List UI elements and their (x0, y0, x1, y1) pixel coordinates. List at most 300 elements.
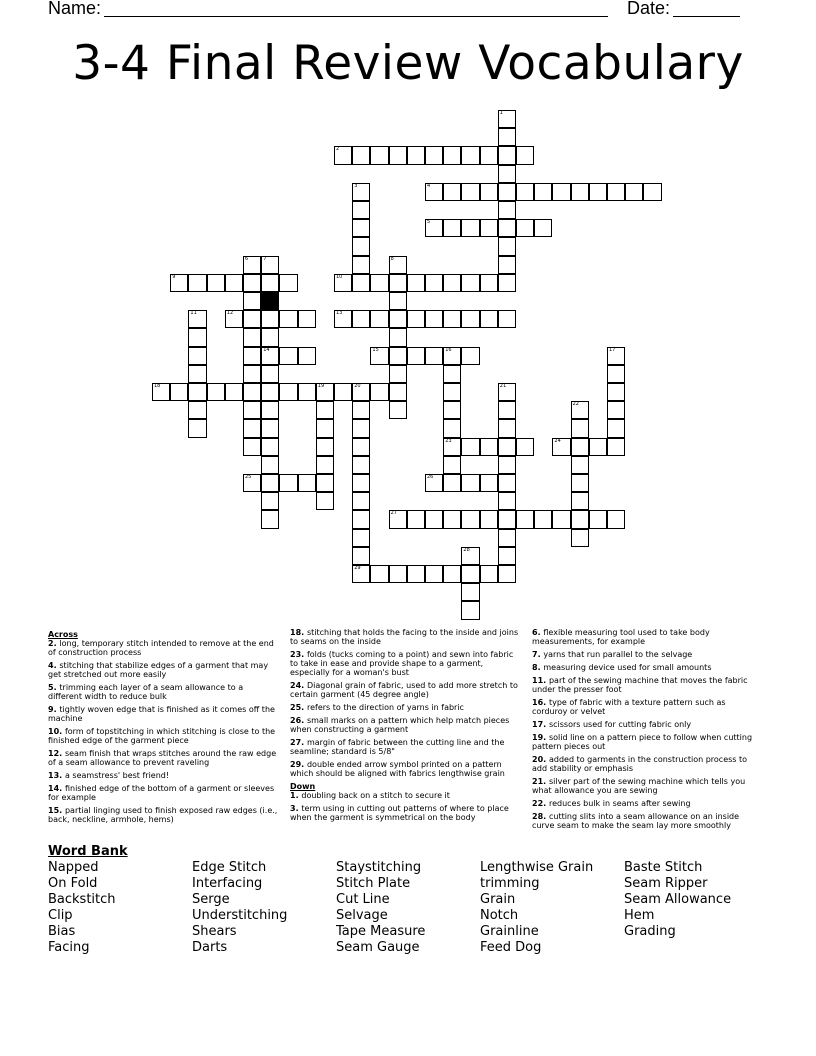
grid-cell[interactable] (298, 474, 316, 492)
grid-cell[interactable] (443, 510, 461, 528)
grid-cell-number: 2 (336, 146, 340, 153)
clue-item (48, 705, 278, 723)
grid-cell[interactable] (516, 219, 534, 237)
grid-cell[interactable] (480, 219, 498, 237)
grid-cell[interactable] (498, 274, 516, 292)
grid-cell[interactable] (261, 328, 279, 346)
grid-cell[interactable] (188, 383, 206, 401)
grid-cell[interactable] (498, 456, 516, 474)
grid-cell[interactable] (407, 347, 425, 365)
grid-cell[interactable] (498, 565, 516, 583)
clue-item (532, 812, 762, 830)
clue-text: Diagonal grain of fabric, used to add more stretch to certain garment (45 degree angle) (290, 681, 518, 699)
grid-cell[interactable] (443, 146, 461, 164)
grid-cell[interactable] (316, 383, 334, 401)
grid-cell[interactable] (461, 510, 479, 528)
grid-cell[interactable] (607, 383, 625, 401)
grid-cell[interactable] (498, 128, 516, 146)
grid-cell[interactable] (461, 183, 479, 201)
grid-cell[interactable] (607, 365, 625, 383)
grid-cell[interactable] (261, 474, 279, 492)
grid-cell[interactable] (643, 183, 661, 201)
grid-cell[interactable] (279, 474, 297, 492)
grid-cell[interactable] (352, 438, 370, 456)
grid-cell[interactable] (188, 310, 206, 328)
grid-cell[interactable] (407, 146, 425, 164)
grid-cell[interactable] (461, 146, 479, 164)
grid-cell[interactable] (425, 347, 443, 365)
clue-number: 18. (290, 628, 307, 637)
clue-text: measuring device used for small amounts (543, 663, 712, 672)
grid-cell[interactable] (370, 146, 388, 164)
grid-cell-number: 23 (445, 437, 452, 444)
clues-column-2 (290, 628, 520, 826)
grid-cell[interactable] (261, 383, 279, 401)
grid-cell[interactable] (352, 492, 370, 510)
grid-cell[interactable] (316, 438, 334, 456)
grid-cell[interactable] (498, 237, 516, 255)
grid-cell[interactable] (334, 310, 352, 328)
clue-item (532, 628, 762, 646)
grid-cell[interactable] (571, 529, 589, 547)
word-bank-item: Facing (48, 940, 90, 955)
grid-cell[interactable] (516, 438, 534, 456)
grid-cell[interactable] (443, 183, 461, 201)
grid-cell[interactable] (498, 165, 516, 183)
grid-cell[interactable] (389, 256, 407, 274)
word-bank-item: Bias (48, 924, 76, 939)
grid-cell[interactable] (443, 274, 461, 292)
grid-cell[interactable] (170, 274, 188, 292)
word-bank-item: trimming (480, 876, 540, 891)
grid-cell[interactable] (443, 474, 461, 492)
grid-cell-number: 18 (154, 383, 161, 389)
grid-cell[interactable] (498, 256, 516, 274)
clue-text: silver part of the sewing machine which tells you what allowance you are sewing (532, 777, 746, 795)
clue-item (532, 698, 762, 716)
grid-cell[interactable] (407, 310, 425, 328)
grid-cell-number: 6 (245, 255, 249, 262)
grid-cell[interactable] (480, 438, 498, 456)
grid-cell[interactable] (261, 419, 279, 437)
page-title: 3-4 Final Review Vocabulary (72, 36, 744, 91)
word-bank-item: Seam Ripper (624, 876, 708, 891)
grid-cell[interactable] (425, 274, 443, 292)
grid-cell[interactable] (443, 310, 461, 328)
word-bank-item: Shears (192, 924, 237, 939)
grid-cell[interactable] (188, 401, 206, 419)
clue-text: scissors used for cutting fabric only (548, 720, 692, 729)
grid-cell[interactable] (443, 456, 461, 474)
grid-cell-number: 27 (390, 510, 397, 517)
word-bank-item: Hem (624, 908, 655, 923)
grid-cell[interactable] (425, 510, 443, 528)
grid-cell[interactable] (461, 438, 479, 456)
grid-cell[interactable] (370, 383, 388, 401)
grid-cell[interactable] (498, 110, 516, 128)
grid-cell[interactable] (443, 419, 461, 437)
clue-number: 22. (532, 799, 549, 808)
grid-cell[interactable] (298, 383, 316, 401)
grid-cell[interactable] (352, 201, 370, 219)
grid-cell[interactable] (498, 383, 516, 401)
grid-cell[interactable] (352, 274, 370, 292)
clue-item (290, 738, 520, 756)
grid-cell[interactable] (571, 419, 589, 437)
grid-cell[interactable] (571, 492, 589, 510)
grid-cell[interactable] (443, 565, 461, 583)
grid-cell[interactable] (389, 274, 407, 292)
grid-cell[interactable] (516, 510, 534, 528)
clue-text: doubling back on a stitch to secure it (301, 791, 450, 800)
grid-cell-number: 28 (463, 546, 470, 553)
grid-cell-black (261, 292, 279, 310)
grid-cell[interactable] (407, 510, 425, 528)
grid-cell[interactable] (243, 310, 261, 328)
grid-cell[interactable] (480, 183, 498, 201)
grid-cell[interactable] (261, 347, 279, 365)
grid-cell[interactable] (498, 401, 516, 419)
word-bank-item: Serge (192, 892, 230, 907)
grid-cell-number: 14 (263, 346, 270, 353)
clue-number: 6. (532, 628, 544, 637)
clue-number: 14. (48, 784, 65, 793)
grid-cell[interactable] (243, 274, 261, 292)
grid-cell[interactable] (480, 274, 498, 292)
grid-cell[interactable] (571, 438, 589, 456)
grid-cell[interactable] (516, 146, 534, 164)
clue-number: 27. (290, 738, 307, 747)
grid-cell[interactable] (480, 510, 498, 528)
grid-cell[interactable] (389, 510, 407, 528)
word-bank-item: Staystitching (336, 860, 422, 875)
grid-cell[interactable] (188, 347, 206, 365)
grid-cell[interactable] (261, 274, 279, 292)
grid-cell[interactable] (261, 365, 279, 383)
grid-cell[interactable] (498, 474, 516, 492)
grid-cell-number: 10 (336, 273, 343, 280)
grid-cell[interactable] (607, 183, 625, 201)
grid-cell[interactable] (352, 219, 370, 237)
grid-cell[interactable] (480, 310, 498, 328)
grid-cell[interactable] (534, 510, 552, 528)
grid-cell[interactable] (261, 438, 279, 456)
grid-cell[interactable] (480, 474, 498, 492)
grid-cell[interactable] (425, 183, 443, 201)
grid-cell[interactable] (461, 274, 479, 292)
grid-cell[interactable] (389, 292, 407, 310)
grid-cell[interactable] (207, 274, 225, 292)
grid-cell[interactable] (352, 547, 370, 565)
grid-cell[interactable] (352, 419, 370, 437)
clue-text: cutting slits into a seam allowance on an inside curve seam to make the seam lay more smoothly (532, 812, 740, 830)
grid-cell[interactable] (407, 565, 425, 583)
grid-cell[interactable] (407, 274, 425, 292)
grid-cell[interactable] (516, 183, 534, 201)
grid-cell[interactable] (589, 438, 607, 456)
clue-text: part of the sewing machine that moves the fabric under the presser foot (532, 676, 748, 694)
clue-text: long, temporary stitch intended to remove at the end of construction process (48, 639, 274, 657)
word-bank-item: Cut Line (336, 892, 390, 907)
grid-cell[interactable] (607, 438, 625, 456)
grid-cell[interactable] (279, 347, 297, 365)
grid-cell[interactable] (498, 529, 516, 547)
word-bank-item: Interfacing (192, 876, 263, 891)
grid-cell[interactable] (571, 401, 589, 419)
grid-cell[interactable] (316, 401, 334, 419)
grid-cell[interactable] (389, 310, 407, 328)
grid-cell[interactable] (261, 492, 279, 510)
grid-cell[interactable] (461, 565, 479, 583)
grid-cell[interactable] (370, 274, 388, 292)
grid-cell[interactable] (443, 365, 461, 383)
grid-cell[interactable] (243, 347, 261, 365)
grid-cell[interactable] (389, 383, 407, 401)
grid-cell[interactable] (498, 438, 516, 456)
grid-cell[interactable] (152, 383, 170, 401)
grid-cell[interactable] (443, 219, 461, 237)
clue-item (48, 727, 278, 745)
clue-text: small marks on a pattern which help match pieces when constructing a garment (290, 716, 510, 734)
clue-item (48, 683, 278, 701)
grid-cell[interactable] (498, 183, 516, 201)
grid-cell[interactable] (352, 146, 370, 164)
clue-text: tightly woven edge that is finished as it comes off the machine (48, 705, 275, 723)
grid-cell[interactable] (261, 510, 279, 528)
grid-cell[interactable] (389, 401, 407, 419)
grid-cell[interactable] (461, 310, 479, 328)
grid-cell[interactable] (480, 565, 498, 583)
grid-cell[interactable] (607, 510, 625, 528)
name-label: Name: (48, 0, 102, 18)
grid-cell[interactable] (243, 474, 261, 492)
grid-cell[interactable] (461, 219, 479, 237)
grid-cell[interactable] (352, 183, 370, 201)
grid-cell-number: 21 (499, 383, 507, 389)
grid-cell[interactable] (443, 347, 461, 365)
grid-cell[interactable] (461, 347, 479, 365)
clue-number: 13. (48, 771, 65, 780)
word-bank-column-3 (336, 860, 425, 956)
grid-cell[interactable] (443, 383, 461, 401)
grid-cell[interactable] (425, 474, 443, 492)
grid-cell[interactable] (498, 219, 516, 237)
grid-cell-number: 12 (226, 310, 234, 317)
grid-cell[interactable] (552, 438, 570, 456)
clue-item (290, 650, 520, 677)
clue-number: 20. (532, 755, 549, 764)
grid-cell[interactable] (625, 183, 643, 201)
grid-cell[interactable] (552, 510, 570, 528)
grid-cell[interactable] (370, 347, 388, 365)
grid-cell-number: 20 (354, 383, 361, 389)
word-bank-item: Tape Measure (336, 924, 426, 939)
grid-cell[interactable] (261, 401, 279, 419)
grid-cell[interactable] (461, 583, 479, 601)
clue-item (532, 720, 762, 729)
grid-cell[interactable] (243, 401, 261, 419)
clue-text: a seamstress' best friend! (64, 771, 170, 780)
grid-cell[interactable] (225, 383, 243, 401)
clue-item (48, 639, 278, 657)
clue-item (290, 760, 520, 778)
grid-cell[interactable] (389, 565, 407, 583)
clue-text: trimming each layer of a seam allowance to a different width to reduce bulk (48, 683, 244, 701)
clue-text: form of topstitching in which stitching is close to the finished edge of the garment piece (48, 727, 276, 745)
grid-cell[interactable] (352, 401, 370, 419)
clue-text: reduces bulk in seams after sewing (548, 799, 691, 808)
clue-text: term using in cutting out patterns of where to place when the garment is symmetrical on the body (290, 804, 509, 822)
word-bank-column-4 (480, 860, 593, 956)
grid-cell[interactable] (188, 328, 206, 346)
grid-cell[interactable] (370, 310, 388, 328)
grid-cell[interactable] (389, 365, 407, 383)
clue-number: 7. (532, 650, 544, 659)
grid-cell[interactable] (534, 183, 552, 201)
grid-cell[interactable] (389, 328, 407, 346)
clue-item (48, 661, 278, 679)
grid-cell[interactable] (352, 456, 370, 474)
grid-cell[interactable] (298, 310, 316, 328)
grid-cell[interactable] (498, 492, 516, 510)
grid-cell[interactable] (498, 510, 516, 528)
word-bank-item: Darts (192, 940, 228, 955)
clue-number: 11. (532, 676, 549, 685)
grid-cell[interactable] (571, 183, 589, 201)
word-bank-item: Grain (480, 892, 516, 907)
clue-number: 26. (290, 716, 307, 725)
grid-cell-number: 8 (390, 255, 394, 262)
grid-cell[interactable] (279, 274, 297, 292)
grid-cell-number: 7 (263, 255, 267, 262)
grid-cell[interactable] (352, 474, 370, 492)
clue-item (532, 650, 762, 659)
grid-cell[interactable] (334, 383, 352, 401)
grid-cell[interactable] (316, 456, 334, 474)
grid-cell[interactable] (461, 474, 479, 492)
grid-cell[interactable] (498, 547, 516, 565)
clues-column-3 (532, 628, 762, 834)
grid-cell[interactable] (589, 510, 607, 528)
grid-cell[interactable] (243, 328, 261, 346)
grid-cell[interactable] (498, 201, 516, 219)
grid-cell[interactable] (243, 365, 261, 383)
grid-cell[interactable] (480, 146, 498, 164)
grid-cell[interactable] (552, 183, 570, 201)
word-bank-item: Seam Allowance (624, 892, 732, 907)
grid-cell[interactable] (461, 601, 479, 619)
grid-cell[interactable] (261, 310, 279, 328)
grid-cell[interactable] (188, 274, 206, 292)
grid-cell[interactable] (443, 401, 461, 419)
grid-cell[interactable] (225, 274, 243, 292)
grid-cell[interactable] (243, 383, 261, 401)
word-bank-column-1 (48, 860, 116, 956)
grid-cell[interactable] (352, 510, 370, 528)
grid-cell[interactable] (316, 474, 334, 492)
grid-cell[interactable] (461, 547, 479, 565)
grid-cell-number: 24 (554, 437, 561, 444)
grid-cell[interactable] (389, 347, 407, 365)
word-bank-item: Feed Dog (480, 940, 542, 955)
grid-cell[interactable] (389, 146, 407, 164)
grid-cell[interactable] (243, 292, 261, 310)
grid-cell[interactable] (571, 474, 589, 492)
grid-cell[interactable] (352, 310, 370, 328)
grid-cell[interactable] (425, 310, 443, 328)
grid-cell[interactable] (534, 219, 552, 237)
grid-cell[interactable] (498, 146, 516, 164)
grid-cell[interactable] (225, 310, 243, 328)
grid-cell[interactable] (498, 310, 516, 328)
grid-cell[interactable] (425, 565, 443, 583)
grid-cell[interactable] (352, 383, 370, 401)
grid-cell[interactable] (607, 419, 625, 437)
grid-cell[interactable] (170, 383, 188, 401)
grid-cell[interactable] (352, 565, 370, 583)
clue-item (48, 806, 278, 824)
grid-cell[interactable] (316, 419, 334, 437)
word-bank-item: Selvage (336, 908, 388, 923)
grid-cell[interactable] (352, 237, 370, 255)
word-bank-item: On Fold (48, 876, 98, 891)
clue-item (290, 703, 520, 712)
word-bank-item: Baste Stitch (624, 860, 703, 875)
grid-cell[interactable] (571, 456, 589, 474)
grid-cell[interactable] (443, 438, 461, 456)
grid-cell[interactable] (334, 274, 352, 292)
grid-cell-number: 13 (336, 310, 343, 317)
grid-cell[interactable] (188, 419, 206, 437)
grid-cell[interactable] (607, 347, 625, 365)
clue-item (532, 777, 762, 795)
grid-cell[interactable] (425, 219, 443, 237)
grid-cell[interactable] (261, 256, 279, 274)
grid-cell[interactable] (279, 383, 297, 401)
grid-cell[interactable] (243, 438, 261, 456)
clue-number: 5. (48, 683, 60, 692)
grid-cell[interactable] (589, 183, 607, 201)
grid-cell[interactable] (334, 146, 352, 164)
word-bank-column-5 (624, 860, 731, 940)
clue-item (290, 716, 520, 734)
grid-cell[interactable] (279, 310, 297, 328)
clue-text: stitching that stabilize edges of a garment that may get stretched out more easily (48, 661, 269, 679)
grid-cell[interactable] (352, 529, 370, 547)
clue-number: 1. (290, 791, 302, 800)
grid-cell[interactable] (498, 419, 516, 437)
grid-cell[interactable] (607, 401, 625, 419)
grid-cell-number: 3 (354, 182, 358, 189)
grid-cell[interactable] (188, 365, 206, 383)
clues-column-1 (48, 628, 278, 828)
grid-cell[interactable] (243, 256, 261, 274)
clue-number: 29. (290, 760, 307, 769)
grid-cell[interactable] (261, 456, 279, 474)
clue-text: solid line on a pattern piece to follow when cutting pattern pieces out (532, 733, 753, 751)
grid-cell-number: 25 (245, 474, 252, 480)
grid-cell[interactable] (207, 383, 225, 401)
clue-text: partial linging used to finish exposed raw edges (i.e., back, neckline, armhole, hems) (48, 806, 278, 824)
grid-cell[interactable] (425, 146, 443, 164)
grid-cell[interactable] (571, 510, 589, 528)
grid-cell[interactable] (298, 347, 316, 365)
clue-item (48, 749, 278, 767)
grid-cell[interactable] (316, 492, 334, 510)
grid-cell[interactable] (243, 419, 261, 437)
grid-cell[interactable] (352, 256, 370, 274)
grid-cell[interactable] (370, 565, 388, 583)
